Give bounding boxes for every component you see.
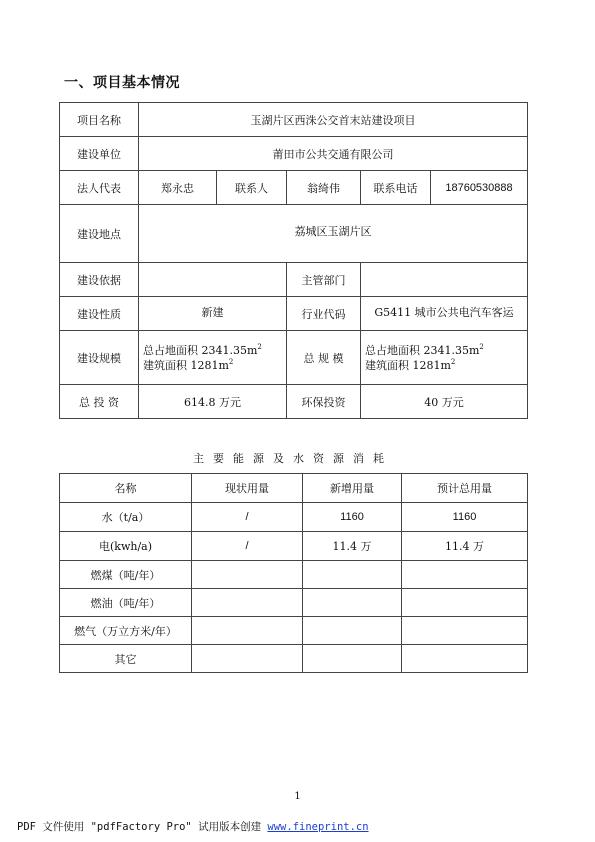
investment-label: 总 投 资	[60, 385, 139, 419]
row-added	[303, 645, 402, 673]
legal-rep-value: 郑永忠	[139, 171, 217, 205]
unit-value: 莆田市公共交通有限公司	[139, 137, 528, 171]
row-total	[402, 561, 528, 589]
project-name-label: 项目名称	[60, 103, 139, 137]
investment-value: 614.8 万元	[139, 385, 287, 419]
env-investment-label: 环保投资	[287, 385, 361, 419]
row-total	[402, 645, 528, 673]
superscript: 2	[479, 342, 484, 351]
row-added: 1160	[303, 503, 402, 532]
unit-label: 建设单位	[60, 137, 139, 171]
table-row	[60, 561, 528, 589]
row-total	[402, 589, 528, 617]
location-label: 建设地点	[60, 205, 139, 263]
row-current: /	[192, 532, 303, 561]
superscript: 2	[450, 357, 456, 366]
header-added: 新增用量	[303, 474, 402, 503]
row-added	[303, 617, 402, 645]
project-name-value: 玉湖片区西洙公交首末站建设项目	[139, 103, 528, 137]
row-total: 11.4 万	[402, 532, 528, 561]
footer-text: PDF 文件使用 "pdfFactory Pro" 试用版本创建	[17, 821, 268, 833]
row-name: 燃气（万立方米/年）	[60, 617, 192, 645]
row-name: 电(kwh/a)	[60, 532, 192, 561]
basis-value	[139, 263, 287, 297]
contact-label: 联系人	[217, 171, 287, 205]
header-current: 现状用量	[192, 474, 303, 503]
location-value: 荔城区玉湖片区	[139, 205, 528, 263]
total-scale-value	[361, 331, 528, 385]
table-row	[60, 503, 528, 532]
nature-value: 新建	[139, 297, 287, 331]
energy-consumption-table	[59, 473, 528, 673]
row-name: 其它	[60, 645, 192, 673]
row-current	[192, 589, 303, 617]
row-name: 水（t/a）	[60, 503, 192, 532]
page-number: 1	[294, 791, 301, 802]
table-row	[60, 617, 528, 645]
row-name: 燃油（吨/年）	[60, 589, 192, 617]
footer-link[interactable]: www.fineprint.cn	[267, 821, 369, 833]
basis-label: 建设依据	[60, 263, 139, 297]
industry-code-value: G5411 城市公共电汽车客运	[361, 297, 528, 331]
authority-value	[361, 263, 528, 297]
header-total: 预计总用量	[402, 474, 528, 503]
superscript: 2	[257, 342, 262, 351]
industry-code-label: 行业代码	[287, 297, 361, 331]
energy-header-row	[60, 474, 528, 503]
phone-label: 联系电话	[361, 171, 431, 205]
table-row	[60, 645, 528, 673]
header-name: 名称	[60, 474, 192, 503]
scale-line1: 总占地面积 2341.35m	[143, 343, 258, 357]
row-added	[303, 561, 402, 589]
row-current	[192, 561, 303, 589]
legal-rep-label: 法人代表	[60, 171, 139, 205]
row-current	[192, 617, 303, 645]
row-current	[192, 645, 303, 673]
env-investment-value: 40 万元	[361, 385, 528, 419]
scale-label: 建设规模	[60, 331, 139, 385]
authority-label: 主管部门	[287, 263, 361, 297]
scale-line2: 建筑面积 1281m	[143, 358, 229, 372]
row-added: 11.4 万	[303, 532, 402, 561]
table-row	[60, 532, 528, 561]
total-scale-label: 总 规 模	[287, 331, 361, 385]
row-total: 1160	[402, 503, 528, 532]
project-info-table	[59, 102, 528, 419]
pdf-footer	[17, 819, 369, 834]
nature-label: 建设性质	[60, 297, 139, 331]
section-title: 一、项目基本情况	[64, 75, 180, 91]
table-row	[60, 589, 528, 617]
total-scale-line1: 总占地面积 2341.35m	[365, 343, 480, 357]
row-current: /	[192, 503, 303, 532]
row-name: 燃煤（吨/年）	[60, 561, 192, 589]
contact-value: 翁绮伟	[287, 171, 361, 205]
total-scale-line2: 建筑面积 1281m	[365, 358, 451, 372]
superscript: 2	[228, 357, 234, 366]
phone-value: 18760530888	[431, 171, 528, 205]
scale-value	[139, 331, 287, 385]
energy-table-title: 主要能源及水资源消耗	[193, 452, 393, 465]
row-added	[303, 589, 402, 617]
row-total	[402, 617, 528, 645]
